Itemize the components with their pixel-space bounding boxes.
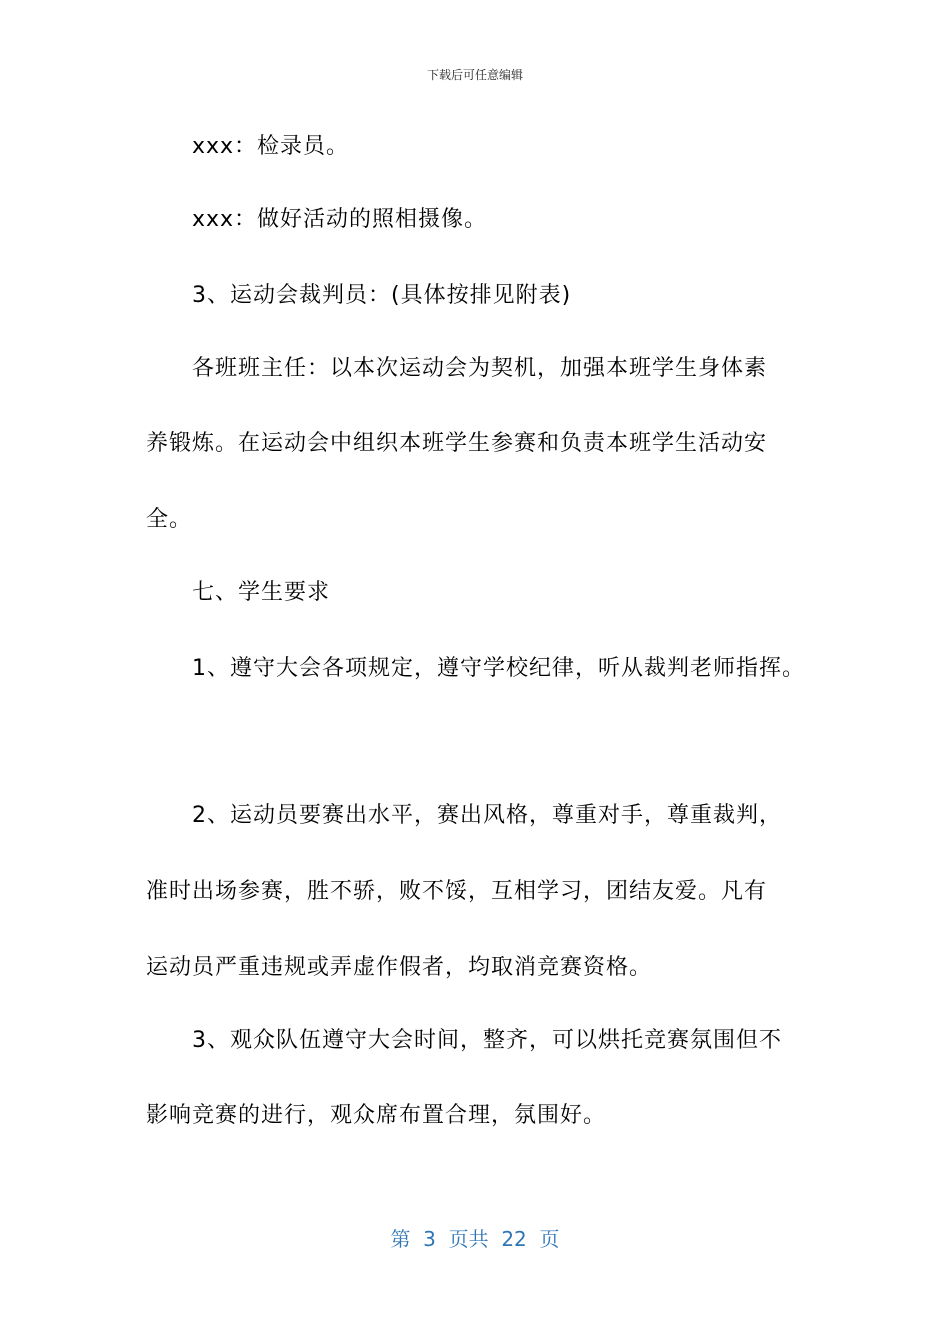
line-requirement-2: 2、运动员要赛出水平，赛出风格，尊重对手，尊重裁判， [192,803,782,828]
line-requirement-3-cont: 影响竞赛的进行，观众席布置合理，氛围好。 [146,1103,607,1128]
line-requirement-2-cont-1: 准时出场参赛，胜不骄，败不馁，互相学习，团结友爱。凡有 [146,879,768,904]
line-class-teachers-cont-1: 养锻炼。在运动会中组织本班学生参赛和负责本班学生活动安 [146,431,768,456]
line-photographer: xxx：做好活动的照相摄像。 [192,207,488,232]
page-number-footer: 第 3 页共 22 页 [390,1227,560,1251]
line-requirement-2-cont-2: 运动员严重违规或弄虚作假者，均取消竞赛资格。 [146,955,653,980]
page-header: 下载后可任意编辑 [426,68,523,82]
line-registrar: xxx：检录员。 [192,134,350,159]
line-requirement-3: 3、观众队伍遵守大会时间，整齐，可以烘托竞赛氛围但不 [192,1028,782,1053]
line-requirement-1: 1、遵守大会各项规定，遵守学校纪律，听从裁判老师指挥。 [192,656,805,681]
section-heading-student-requirements: 七、学生要求 [192,580,331,605]
line-class-teachers-cont-2: 全。 [146,507,193,532]
line-referees: 3、运动会裁判员：(具体按排见附表) [192,283,572,308]
line-class-teachers: 各班班主任：以本次运动会为契机，加强本班学生身体素 [192,356,768,381]
